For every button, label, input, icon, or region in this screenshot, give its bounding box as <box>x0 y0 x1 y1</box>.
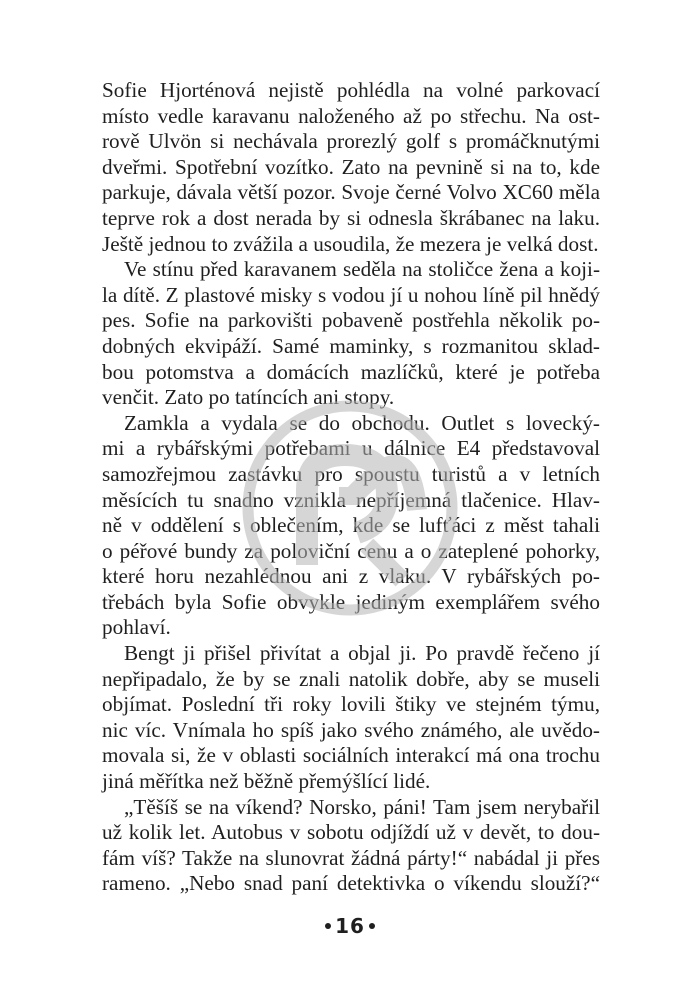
text-line: teprve rok a dost nerada by si odnesla škrábanec na laku. <box>102 205 600 230</box>
text-line: fám víš? Takže na slunovrat žádná párty!“ nabádal ji přes <box>102 845 600 870</box>
text-line: „Těšíš se na víkend? Norsko, páni! Tam jsem nerybařil <box>124 794 600 819</box>
text-line: Sofie Hjorténová nejistě pohlédla na volné parkovací <box>102 78 600 102</box>
text-line: Bengt ji přišel přivítat a objal ji. Po pravdě řečeno jí <box>124 641 600 666</box>
text-line: dveřmi. Spotřební vozítko. Zato na pevnině si na to, kde <box>102 154 600 179</box>
text-line: bou potomstva a domácích mazlíčků, které je potřeba <box>102 359 600 384</box>
text-line: rově Ulvön si nechávala prorezlý golf s promáčknutými <box>102 129 600 154</box>
page-number <box>0 914 700 938</box>
text-line: dobných ekvipáží. Samé maminky, s rozmanitou sklad- <box>102 333 600 358</box>
paragraph <box>102 411 600 641</box>
text-line: parkuje, dávala větší pozor. Svoje černé Volvo XC60 měla <box>102 180 600 205</box>
text-line: nepřipadalo, že by se znali natolik dobře, aby se museli <box>102 666 600 691</box>
body-text <box>102 78 600 897</box>
text-line: o péřové bundy za poloviční cenu a o zateplené pohorky, <box>102 538 600 563</box>
text-line: Ve stínu před karavanem seděla na stoličce žena a koji- <box>124 257 600 282</box>
text-line: nic víc. Vnímala ho spíš jako svého známého, ale uvědo- <box>102 717 600 742</box>
text-line: samozřejmou zastávku pro spoustu turistů a v letních <box>102 461 600 486</box>
text-line: už kolik let. Autobus v sobotu odjíždí už v devět, to dou- <box>102 820 600 845</box>
bullet-dot-right <box>369 923 375 929</box>
text-line: rameno. „Nebo snad paní detektivka o víkendu slouží?“ <box>102 871 600 896</box>
text-line: mi a rybářskými potřebami u dálnice E4 představoval <box>102 436 600 461</box>
text-line: které horu nezahlédnou ani z vlaku. V rybářských po- <box>102 564 600 589</box>
paragraph <box>102 641 600 795</box>
text-line: pes. Sofie na parkovišti pobaveně postřehla několik po- <box>102 308 600 333</box>
paragraph <box>102 257 600 411</box>
text-line: pohlaví. <box>102 615 171 640</box>
text-line: venčit. Zato po tatíncích ani stopy. <box>102 385 395 410</box>
bullet-dot-left <box>325 923 331 929</box>
text-line: ně v oddělení s oblečením, kde se lufťáci z měst tahali <box>102 513 600 538</box>
text-line: třebách byla Sofie obvykle jediným exemplářem svého <box>102 589 600 614</box>
text-line: Ještě jednou to zvážila a usoudila, že mezera je velká dost. <box>102 231 599 256</box>
text-line: la dítě. Z plastové misky s vodou jí u nohou líně pil hnědý <box>102 282 600 307</box>
text-line: Zamkla a vydala se do obchodu. Outlet s lovecký- <box>124 410 600 435</box>
text-line: movala si, že v oblasti sociálních interakcí má ona trochu <box>102 743 600 768</box>
page-number-value: 16 <box>335 914 365 938</box>
text-line: objímat. Poslední tři roky lovili štiky ve stejném týmu, <box>102 692 600 717</box>
text-line: měsících tu snadno vznikla nepříjemná tlačenice. Hlav- <box>102 487 600 512</box>
paragraph <box>102 78 600 257</box>
text-line: jiná měřítka než běžně přemýšlící lidé. <box>102 769 431 794</box>
text-line: místo vedle karavanu naloženého až po střechu. Na ost- <box>102 103 600 128</box>
paragraph <box>102 795 600 897</box>
